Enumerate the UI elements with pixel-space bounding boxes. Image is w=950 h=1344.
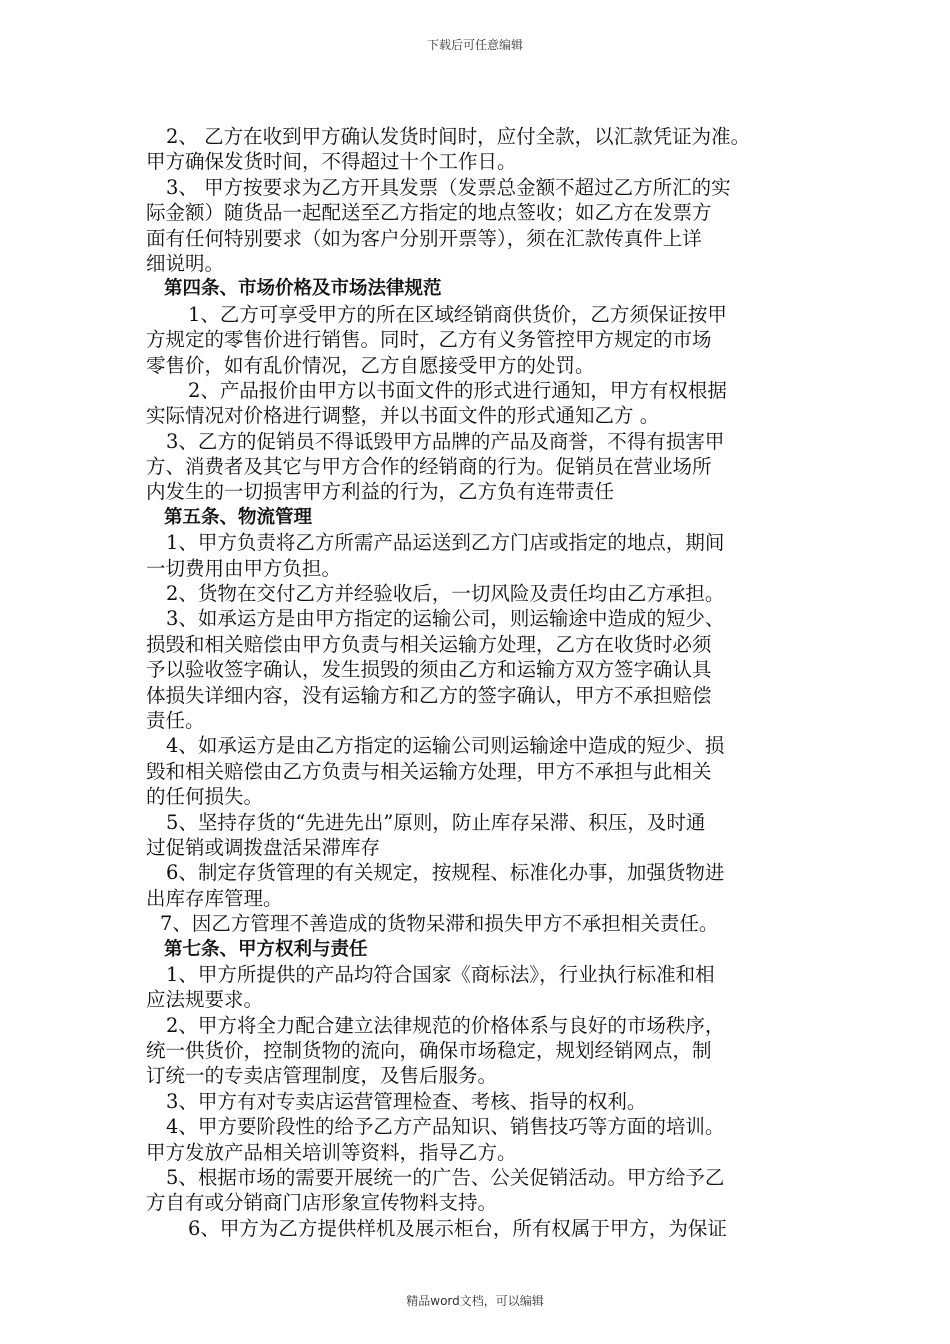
paragraph-line: 1、乙方可享受甲方的所在区域经销商供货价，乙方须保证按甲 xyxy=(188,302,727,326)
paragraph-line: 方规定的零售价进行销售。同时，乙方有义务管控甲方规定的市场 xyxy=(146,328,712,352)
paragraph-line: 5、根据市场的需要开展统一的广告、公关促销活动。甲方给予乙 xyxy=(166,1166,725,1190)
paragraph-line: 责任。 xyxy=(146,708,205,732)
paragraph-line: 1、甲方所提供的产品均符合国家《商标法》，行业执行标准和相 xyxy=(166,962,715,986)
paragraph-line: 予以验收签字确认，发生损毁的须由乙方和运输方双方签字确认具 xyxy=(146,658,712,682)
page-header-note: 下载后可任意编辑 xyxy=(426,38,523,52)
paragraph-line: 3、乙方的促销员不得诋毁甲方品牌的产品及商誉，不得有损害甲 xyxy=(166,429,725,453)
paragraph-line: 一切费用由甲方负担。 xyxy=(146,556,342,580)
paragraph-line: 4、如承运方是由乙方指定的运输公司则运输途中造成的短少、损 xyxy=(166,734,725,758)
paragraph-line: 甲方确保发货时间，不得超过十个工作日。 xyxy=(146,150,517,174)
paragraph-line: 3、甲方有对专卖店运营管理检查、考核、指导的权利。 xyxy=(166,1089,647,1113)
section-heading: 第七条、甲方权利与责任 xyxy=(164,938,368,960)
paragraph-line: 3、如承运方是由甲方指定的运输公司，则运输途中造成的短少、 xyxy=(166,607,725,631)
paragraph-line: 的任何损失。 xyxy=(146,785,264,809)
paragraph-line: 毁和相关赔偿由乙方负责与相关运输方处理，甲方不承担与此相关 xyxy=(146,759,712,783)
section-heading: 第五条、物流管理 xyxy=(164,506,313,528)
paragraph-line: 际金额）随货品一起配送至乙方指定的地点签收；如乙方在发票方 xyxy=(146,201,712,225)
paragraph-line: 应法规要求。 xyxy=(146,988,264,1012)
paragraph-line: 2、 乙方在收到甲方确认发货时间时，应付全款，以汇款凭证为准。 xyxy=(166,125,751,148)
paragraph-line: 体损失详细内容，没有运输方和乙方的签字确认，甲方不承担赔偿 xyxy=(146,683,712,707)
section-heading: 第四条、市场价格及市场法律规范 xyxy=(164,278,442,300)
paragraph-line: 面有任何特别要求（如为客户分别开票等），须在汇款传真件上详 xyxy=(146,226,702,250)
paragraph-line: 2、货物在交付乙方并经验收后，一切风险及责任均由乙方承担。 xyxy=(166,582,725,606)
paragraph-line: 7、因乙方管理不善造成的货物呆滞和损失甲方不承担相关责任。 xyxy=(160,912,719,936)
paragraph-line: 2、甲方将全力配合建立法律规范的价格体系与良好的市场秩序， xyxy=(166,1013,725,1037)
paragraph-line: 实际情况对价格进行调整，并以书面文件的形式通知乙方 。 xyxy=(146,404,660,428)
paragraph-line: 损毁和相关赔偿由甲方负责与相关运输方处理，乙方在收货时必须 xyxy=(146,632,712,656)
paragraph-line: 订统一的专卖店管理制度，及售后服务。 xyxy=(146,1064,498,1088)
document-body xyxy=(146,124,826,1241)
paragraph-line: 4、甲方要阶段性的给予乙方产品知识、销售技巧等方面的培训。 xyxy=(166,1115,725,1139)
paragraph-line: 5、坚持存货的“先进先出”原则，防止库存呆滞、积压，及时通 xyxy=(166,810,706,834)
paragraph-line: 出库存库管理。 xyxy=(146,886,283,910)
paragraph-line: 1、甲方负责将乙方所需产品运送到乙方门店或指定的地点，期间 xyxy=(166,531,725,555)
paragraph-line: 方自有或分销商门店形象宣传物料支持。 xyxy=(146,1191,498,1215)
paragraph-line: 方、消费者及其它与甲方合作的经销商的行为。促销员在营业场所 xyxy=(146,455,712,479)
paragraph-line: 3、 甲方按要求为乙方开具发票（发票总金额不超过乙方所汇的实 xyxy=(166,175,731,199)
paragraph-line: 6、制定存货管理的有关规定，按规程、标准化办事，加强货物进 xyxy=(166,861,725,885)
paragraph-line: 甲方发放产品相关培训等资料，指导乙方。 xyxy=(146,1140,517,1164)
paragraph-line: 6、甲方为乙方提供样机及展示柜台，所有权属于甲方，为保证 xyxy=(188,1216,727,1240)
paragraph-line: 2、产品报价由甲方以书面文件的形式进行通知，甲方有权根据 xyxy=(188,378,727,402)
paragraph-line: 过促销或调拨盘活呆滞库存 xyxy=(146,835,381,859)
page-footer-note: 精品word文档，可以编辑 xyxy=(406,1294,544,1308)
paragraph-line: 零售价，如有乱价情况，乙方自愿接受甲方的处罚。 xyxy=(146,353,595,377)
paragraph-line: 细说明。 xyxy=(146,251,225,275)
paragraph-line: 内发生的一切损害甲方利益的行为，乙方负有连带责任 xyxy=(146,480,615,504)
paragraph-line: 统一供货价，控制货物的流向，确保市场稳定，规划经销网点，制 xyxy=(146,1039,712,1063)
